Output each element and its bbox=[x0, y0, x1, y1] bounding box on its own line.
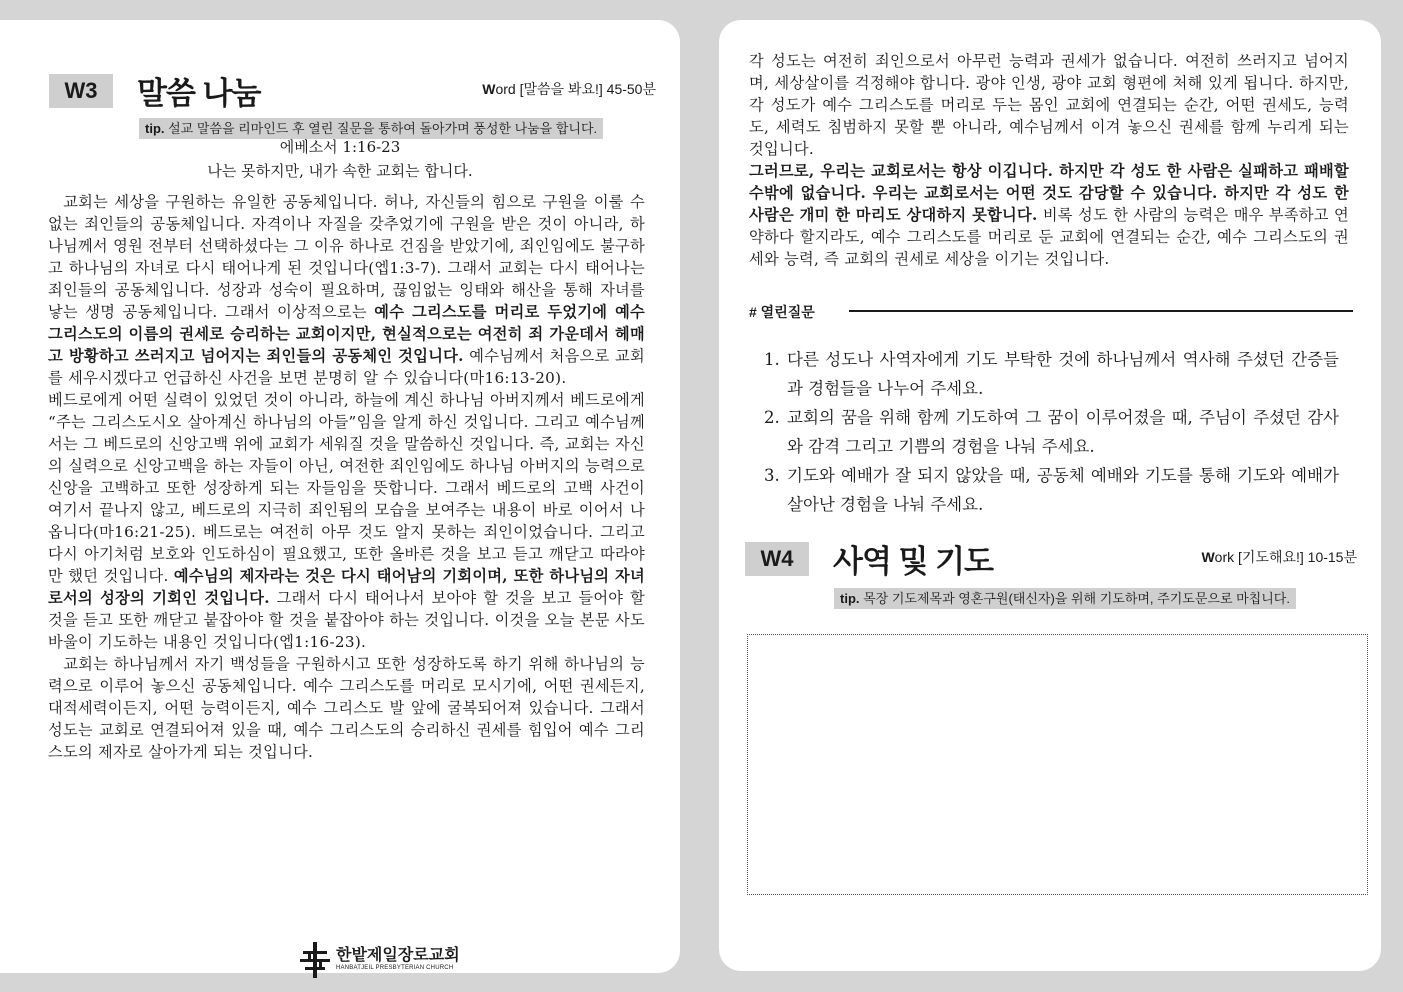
section-header-w3 bbox=[49, 68, 260, 113]
tip-text: 설교 말씀을 리마인드 후 열린 질문을 통하여 돌아가며 풍성한 나눔을 합니다. bbox=[164, 121, 598, 136]
paragraph bbox=[48, 389, 645, 653]
tip-label: tip. bbox=[840, 591, 860, 606]
paragraph: 각 성도는 여전히 죄인으로서 아무런 능력과 권세가 없습니다. 여전히 쓰러지고 넘어지며, 세상살이를 걱정해야 합니다. 광야 인생, 광야 교회 형편에 처해 있게 됩니다. 하지만, 각 성도가 예수 그리스도를 머리로 두는 몸인 교회에 연결되는 순간, 어떤 권세도, 능력도, 세력도 침범하지 못할 뿐 아니라, 예수님께서 이겨 놓으신 권세를 함께 누리게 되는 것입니다. bbox=[749, 52, 1349, 158]
section-title: 말씀 나눔 bbox=[137, 76, 261, 111]
open-questions-heading: # 열린질문 bbox=[749, 304, 815, 320]
tip-text: 목장 기도제목과 영혼구원(태신자)을 위해 기도하며, 주기도문으로 마칩니다. bbox=[859, 591, 1290, 606]
logo-english-name: HANBATJEIL PRESBYTERIAN CHURCH bbox=[336, 965, 454, 971]
open-questions-list bbox=[755, 345, 1339, 519]
section-header-w4 bbox=[745, 536, 993, 581]
emphasis-text: 그러므로, 우리는 교회로서는 항상 이깁니다. 하지만 각 성도 한 사람은 실패하고 패배할 수밖에 없습니다. 우리는 교회로서는 어떤 것도 감당할 수 있습니다. 하지만 각 성도 한 사람은 개미 한 마리도 상대하지 못합니다. bbox=[749, 162, 1349, 224]
section-meta bbox=[482, 79, 656, 99]
emphasis-text: 예수님의 제자라는 것은 다시 태어남의 기회이며, 또한 하나님의 자녀로서의 성장의 기회인 것입니다. bbox=[48, 567, 646, 607]
emphasis-text: 예수 그리스도를 머리로 두었기에 예수 그리스도의 이름의 권세로 승리하는 교회이지만, 현실적으로는 여전히 죄 가운데서 헤매고 방황하고 쓰러지고 넘어지는 죄인들의 공동체인 것입니다. bbox=[48, 303, 646, 365]
heading-divider bbox=[849, 310, 1353, 312]
tip-banner bbox=[834, 588, 1296, 609]
continued-body bbox=[749, 50, 1349, 270]
text-span: 그래서 다시 태어나서 보아야 할 것을 보고 들어야 할 것을 듣고 또한 깨닫고 붙잡아야 할 것을 붙잡아야 하는 것입니다. 이것을 오늘 본문 사도 바울이 기도하는 내용인 것입니다(엡1:16-23). bbox=[48, 589, 645, 651]
section-meta bbox=[1201, 547, 1357, 567]
tip-label: tip. bbox=[145, 121, 165, 136]
section-title: 사역 및 기도 bbox=[833, 544, 993, 579]
text-span: 예수님께서 처음으로 교회를 세우시겠다고 언급하신 사건을 보면 분명히 알 수 있습니다(마16:13-20). bbox=[48, 347, 645, 387]
section-meta-initial: W bbox=[1201, 549, 1215, 565]
text-span: 베드로에게 어떤 실력이 있었던 것이 아니라, 하늘에 계신 하나님 아버지께서 베드로에게 “주는 그리스도시오 살아계신 하나님의 아들”임을 알게 하신 것입니다. 그리고 예수님께서는 그 베드로의 신앙고백 위에 교회가 세워질 것을 말씀하신 것입니다. 즉, 교회는 자신의 실력으로 신앙고백을 하는 자들이 아닌, 여전한 죄인임에도 하나님 아버지의 능력으로 신앙을 고백하고 또한 성장하게 되는 자들임을 뜻합니다. 그래서 베드로의 고백 사건이 여기서 끝나지 않고, 베드로의 지극히 죄인됨의 모습을 보여주는 내용이 바로 이어서 나옵니다(마16:21-25). 베드로는 여전히 아무 것도 알지 못하는 죄인이었습니다. 그리고 다시 아기처럼 보호와 인도하심이 필요했고, 또한 올바른 것을 보고 듣고 깨닫고 따라야만 했던 것입니다. bbox=[48, 391, 645, 585]
question-item: 1. 다른 성도나 사역자에게 기도 부탁한 것에 하나님께서 역사해 주셨던 간증들과 경험들을 나누어 주세요. bbox=[785, 345, 1339, 403]
text-span: 비록 성도 한 사람의 능력은 매우 부족하고 연약하다 할지라도, 예수 그리스도를 머리로 둔 교회에 연결되는 순간, 예수 그리스도의 권세와 능력, 즉 교회의 권세로 세상을 이기는 것입니다. bbox=[749, 206, 1349, 268]
section-meta-text: ork [기도해요!] 10-15분 bbox=[1214, 549, 1357, 565]
prayer-notes-box[interactable] bbox=[747, 634, 1368, 895]
paragraph bbox=[48, 191, 645, 389]
logo-text bbox=[336, 948, 460, 972]
paragraph bbox=[749, 160, 1349, 270]
sermon-body bbox=[48, 191, 645, 763]
paragraph: 교회는 하나님께서 자기 백성들을 구원하시고 또한 성장하도록 하기 위해 하나님의 능력으로 이루어 놓으신 공동체입니다. 예수 그리스도를 머리로 모시기에, 어떤 권세든지, 대적세력이든지, 어떤 능력이든지, 예수 그리스도 발 앞에 굴복되어져 있습니다. 그래서 성도는 교회로 연결되어져 있을 때, 예수 그리스도의 승리하신 권세를 힘입어 예수 그리스도의 제자로 살아가게 되는 것입니다. bbox=[48, 655, 645, 761]
church-logo bbox=[300, 942, 460, 978]
text-span: 교회는 세상을 구원하는 유일한 공동체입니다. 허나, 자신들의 힘으로 구원을 이룰 수 없는 죄인들의 공동체입니다. 자격이나 자질을 갖추었기에 구원을 받은 것이 아니라, 하나님께서 영원 전부터 선택하셨다는 그 이유 하나로 건짐을 받았기에, 죄인임에도 불구하고 하나님의 자녀로 다시 태어나게 된 것입니다(엡1:3-7). 그래서 교회는 다시 태어나는 죄인들의 공동체입니다. 성장과 성숙이 필요하며, 끊임없는 잉태와 해산을 통해 자녀를 낳는 생명 공동체입니다. 그래서 이상적으로는 bbox=[48, 193, 645, 321]
question-item: 3. 기도와 예배가 잘 되지 않았을 때, 공동체 예배와 기도를 통해 기도와 예배가 살아난 경험을 나눠 주세요. bbox=[785, 461, 1339, 519]
right-page bbox=[719, 20, 1381, 971]
section-badge: W3 bbox=[49, 74, 113, 108]
section-meta-text: ord [말씀을 봐요!] 45-50분 bbox=[495, 81, 656, 97]
cross-logo-icon bbox=[300, 942, 330, 978]
sermon-title: 나는 못하지만, 내가 속한 교회는 합니다. bbox=[207, 162, 473, 180]
section-badge: W4 bbox=[745, 542, 809, 576]
left-page bbox=[0, 20, 680, 973]
logo-korean-name: 한밭제일장로교회 bbox=[336, 947, 460, 964]
scripture-reference: 에베소서 1:16-23 bbox=[279, 138, 401, 156]
section-meta-initial: W bbox=[482, 81, 496, 97]
question-item: 2. 교회의 꿈을 위해 함께 기도하여 그 꿈이 이루어졌을 때, 주님이 주셨던 감사와 감격 그리고 기쁨의 경험을 나눠 주세요. bbox=[785, 403, 1339, 461]
